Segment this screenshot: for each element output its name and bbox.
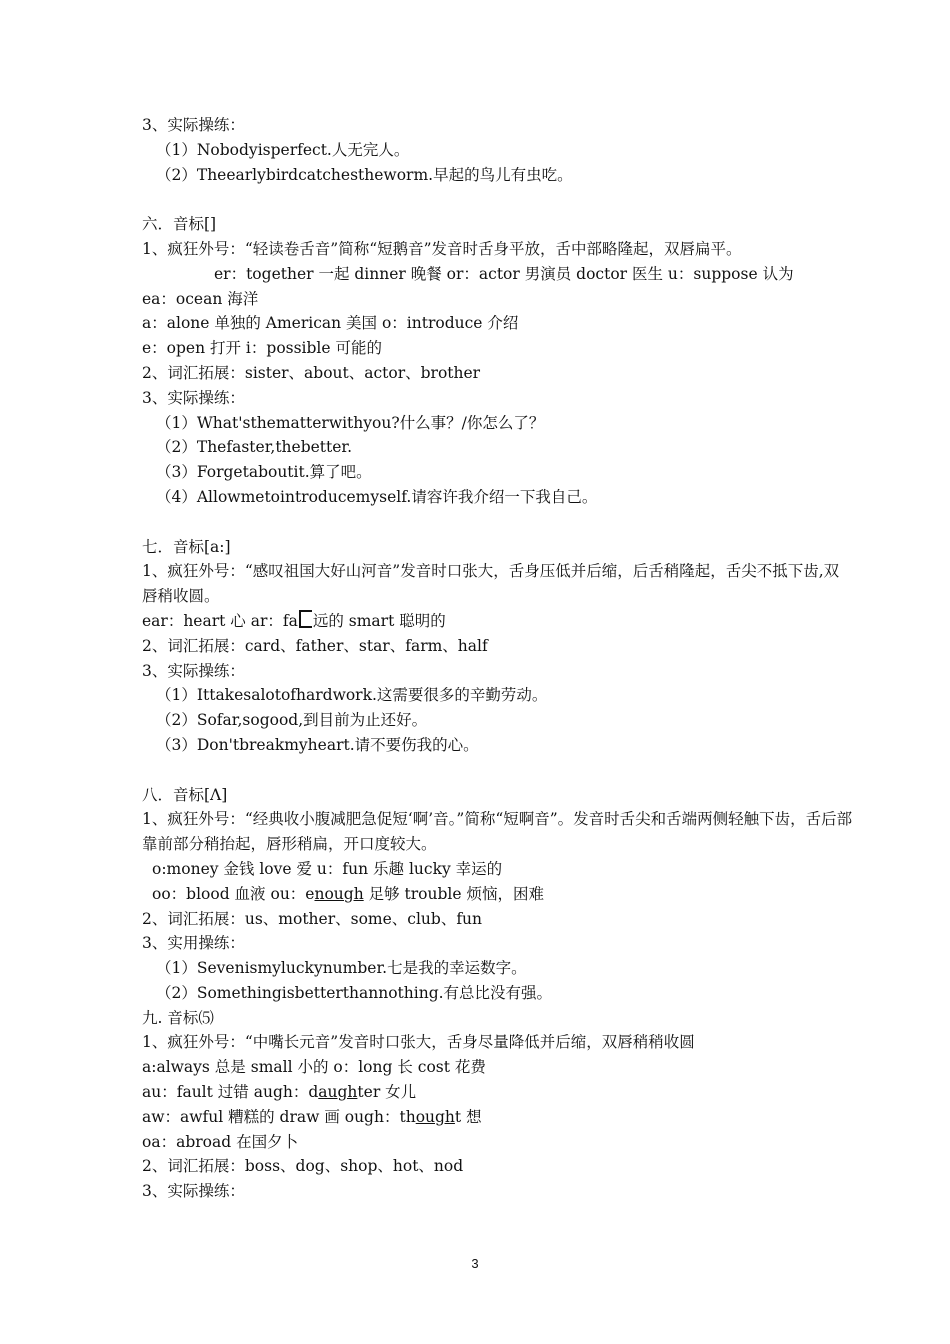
practice-item: （4）Allowmetointroducemyself.请容许我介绍一下我自己。 xyxy=(156,487,598,506)
practice-item: （2）Somethingisbetterthannothing.有总比没有强。 xyxy=(156,983,553,1002)
nickname-line: 1、疯狂外号：“经典收小腹减肥急促短‘啊’音。”简称“短啊音”。发音时舌尖和舌端两侧轻触下齿，舌后部靠前部分稍抬起，唇形稍扁，开口度较大。 xyxy=(142,810,853,854)
practice-heading: 3、实际操练： xyxy=(142,116,245,134)
practice-item: （1）Nobodyisperfect.人无完人。 xyxy=(156,140,410,159)
practice-item: （2）Thefaster,thebetter. xyxy=(156,438,353,457)
underlined-letters: augh xyxy=(318,1083,358,1102)
example-line: oa：abroad 在国夕卜 xyxy=(142,1132,299,1151)
section-heading-6: 六．音标[] xyxy=(142,215,217,234)
spacer xyxy=(142,510,854,535)
practice-item: （1）Sevenismyluckynumber.七是我的幸运数字。 xyxy=(156,959,527,978)
example-text: 足够 trouble 烦恼，困难 xyxy=(363,884,544,903)
example-text: t 想 xyxy=(454,1107,482,1126)
example-line xyxy=(142,609,854,634)
practice-item: （3）Don'tbreakmyheart.请不要伤我的心。 xyxy=(156,735,479,754)
nickname-line: 1、疯狂外号：“感叹祖国大好山河音”发音时口张大，舌身压低并后缩，后舌稍隆起，舌尖不抵下齿,双唇稍收圆。 xyxy=(142,562,840,606)
example-line: o:money 金钱 love 爱 u：fun 乐趣 lucky 幸运的 xyxy=(152,859,503,878)
example-line: a：alone 单独的 American 美国 o：introduce 介绍 xyxy=(142,314,519,333)
example-text: ear：heart 心 ar：fa xyxy=(142,611,298,630)
vocabulary-line: 2、词汇拓展：boss、dog、shop、hot、nod xyxy=(142,1157,464,1176)
example-line xyxy=(142,1105,854,1130)
practice-heading: 3、实际操练： xyxy=(142,1182,245,1201)
practice-heading: 3、实际操练： xyxy=(142,661,245,680)
practice-item: （1）Ittakesalotofhardwork.这需要很多的辛勤劳动。 xyxy=(156,686,548,705)
nickname-line: 1、疯狂外号：“轻读卷舌音”简称“短鹅音”发音时舌身平放，舌中部略隆起，双唇扁平。 xyxy=(142,239,742,258)
page-number: 3 xyxy=(471,1256,479,1271)
practice-item: （1）What'sthematterwithyou?什么事？/你怎么了？ xyxy=(156,413,545,432)
example-line: er：together 一起 dinner 晚餐 or：actor 男演员 doctor 医生 u：suppose 认为 xyxy=(214,264,794,283)
missing-glyph-icon xyxy=(299,610,312,628)
page-content xyxy=(142,113,854,1204)
vocabulary-line: 2、词汇拓展：us、mother、some、club、fun xyxy=(142,909,483,928)
example-text: ter 女儿 xyxy=(357,1083,417,1102)
example-line: ea：ocean 海洋 xyxy=(142,289,259,308)
underlined-letters: ough xyxy=(415,1107,455,1126)
vocabulary-line: 2、词汇拓展：card、father、star、farm、half xyxy=(142,636,488,655)
practice-heading: 3、实用操练： xyxy=(142,934,245,953)
practice-item: （2）Sofar,sogood,到目前为止还好。 xyxy=(156,711,428,730)
example-line xyxy=(142,1080,854,1105)
section-heading-8: 八．音标[Λ] xyxy=(142,785,228,804)
underlined-letters: nough xyxy=(314,884,364,903)
nickname-line: 1、疯狂外号：“中嘴长元音”发音时口张大，舌身尽量降低并后缩，双唇稍稍收圆 xyxy=(142,1033,695,1052)
example-text: aw：awful 糟糕的 draw 画 ough：th xyxy=(142,1107,416,1126)
example-line: a:always 总是 small 小的 o：long 长 cost 花费 xyxy=(142,1058,486,1077)
example-text: 远的 smart 聪明的 xyxy=(312,611,446,630)
practice-item: （2）Theearlybirdcatchestheworm.早起的鸟儿有虫吃。 xyxy=(156,165,573,184)
example-text: au：fault 过错 augh：d xyxy=(142,1083,319,1102)
example-line: e：open 打开 i：possible 可能的 xyxy=(142,339,382,358)
spacer xyxy=(142,758,854,783)
practice-heading: 3、实际操练： xyxy=(142,388,245,407)
vocabulary-line: 2、词汇拓展：sister、about、actor、brother xyxy=(142,363,481,382)
section-heading-9: 九. 音标⑸ xyxy=(142,1008,214,1027)
section-heading-7: 七．音标[a:] xyxy=(142,537,231,556)
spacer xyxy=(142,187,854,212)
example-text: oo：blood 血液 ou：e xyxy=(152,884,315,903)
practice-item: （3）Forgetaboutit.算了吧。 xyxy=(156,463,372,482)
example-line xyxy=(142,882,854,907)
